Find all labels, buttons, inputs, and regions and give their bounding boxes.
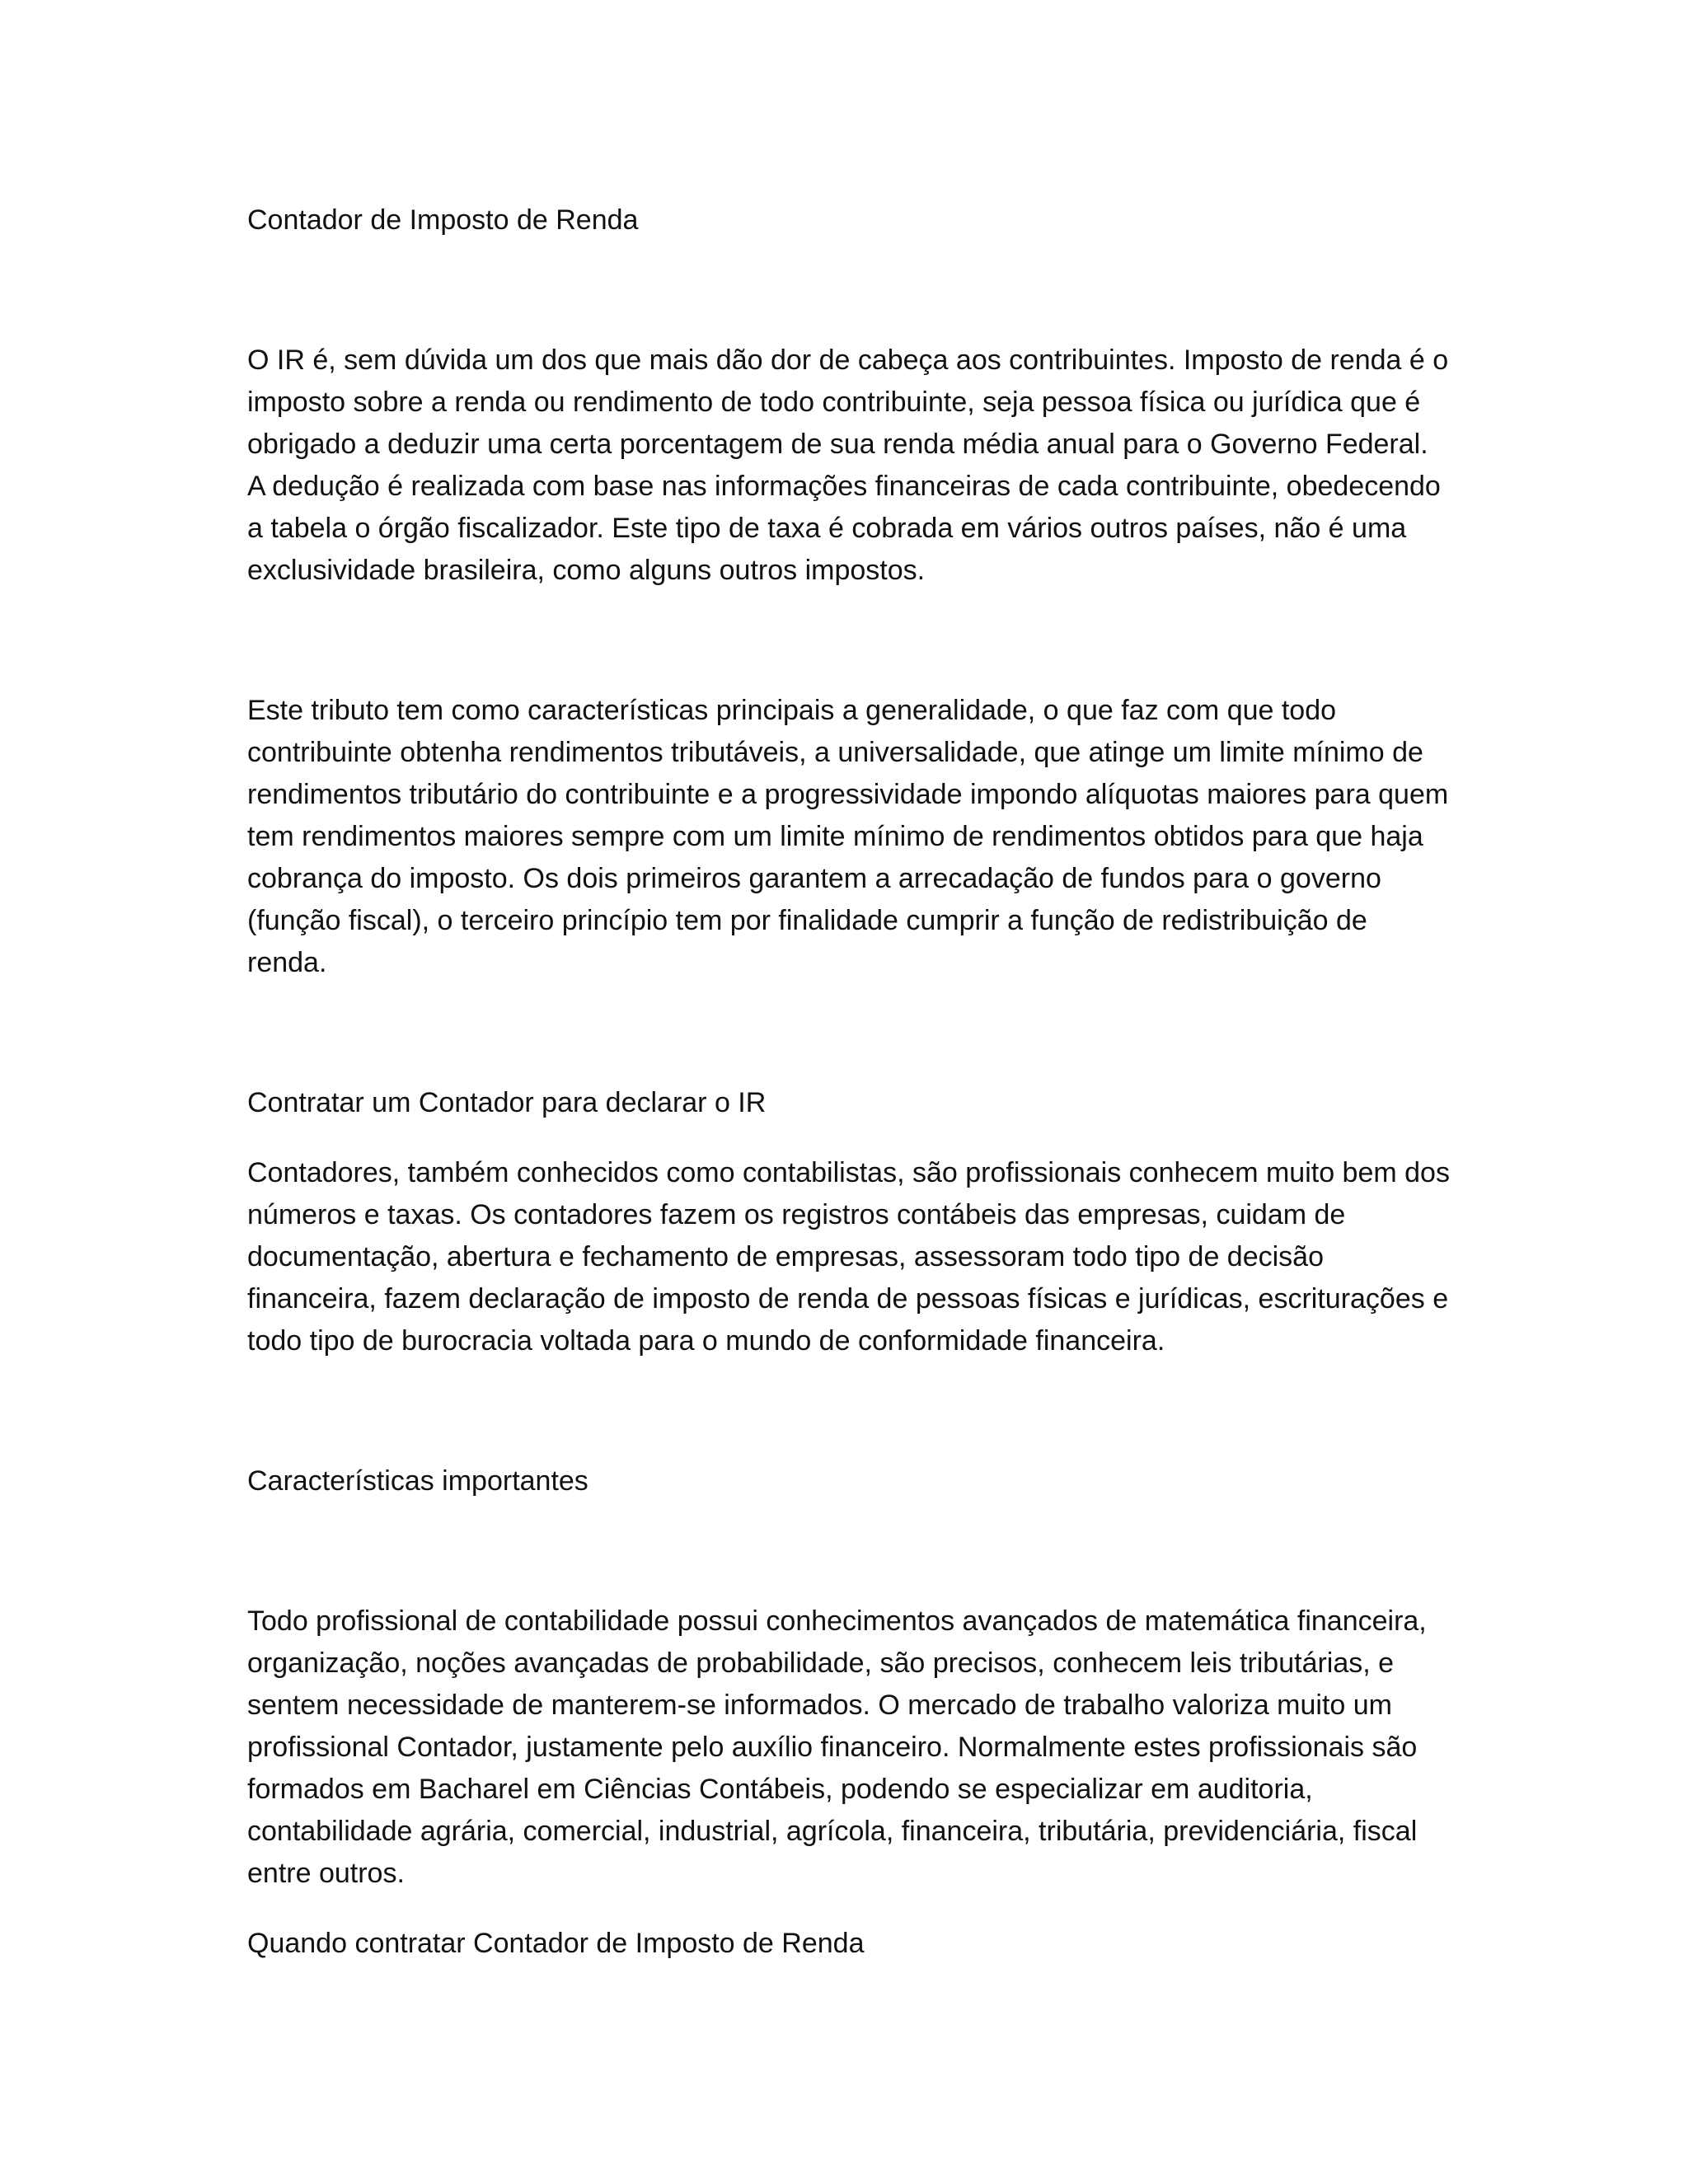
document-title: Contador de Imposto de Renda xyxy=(247,204,639,236)
heading-important-features: Características importantes xyxy=(247,1465,588,1497)
paragraph-professional: Todo profissional de contabilidade possui conhecimentos avançados de matemática financeira, organização, noções avançadas de probabilidade, são precisos, conhecem leis tributárias, e sentem necessidade de manterem-se informados. O mercado de trabalho valoriza muito um profissional Contador, justamente pelo auxílio financeiro. Normalmente estes profissionais são formados em Bacharel em Ciências Contábeis, podendo se especializar em auditoria, contabilidade agrária, comercial, industrial, agrícola, financeira, tributária, previdenciária, fiscal entre outros. xyxy=(247,1605,1427,1889)
paragraph-accountants: Contadores, também conhecidos como contabilistas, são profissionais conhecem muito bem dos números e taxas. Os contadores fazem os registros contábeis das empresas, cuidam de documentação, abertura e fechamento de empresas, assessoram todo tipo de decisão financeira, fazem declaração de imposto de renda de pessoas físicas e jurídicas, escriturações e todo tipo de burocracia voltada para o mundo de conformidade financeira. xyxy=(247,1157,1450,1357)
document-body xyxy=(247,199,1451,1965)
paragraph-intro: O IR é, sem dúvida um dos que mais dão dor de cabeça aos contribuintes. Imposto de renda é o imposto sobre a renda ou rendimento de todo contribuinte, seja pessoa física ou jurídica que é obrigado a deduzir uma certa porcentagem de sua renda média anual para o Governo Federal. A dedução é realizada com base nas informações financeiras de cada contribuinte, obedecendo a tabela o órgão fiscalizador. Este tipo de taxa é cobrada em vários outros países, não é uma exclusividade brasileira, como alguns outros impostos. xyxy=(247,344,1449,586)
heading-hire-accountant: Contratar um Contador para declarar o IR xyxy=(247,1087,767,1118)
paragraph-characteristics: Este tributo tem como características principais a generalidade, o que faz com que todo contribuinte obtenha rendimentos tributáveis, a universalidade, que atinge um limite mínimo de rendimentos tributário do contribuinte e a progressividade impondo alíquotas maiores para quem tem rendimentos maiores sempre com um limite mínimo de rendimentos obtidos para que haja cobrança do imposto. Os dois primeiros garantem a arrecadação de fundos para o governo (função fiscal), o terceiro princípio tem por finalidade cumprir a função de redistribuição de renda. xyxy=(247,695,1449,978)
heading-when-to-hire: Quando contratar Contador de Imposto de Renda xyxy=(247,1928,865,1959)
